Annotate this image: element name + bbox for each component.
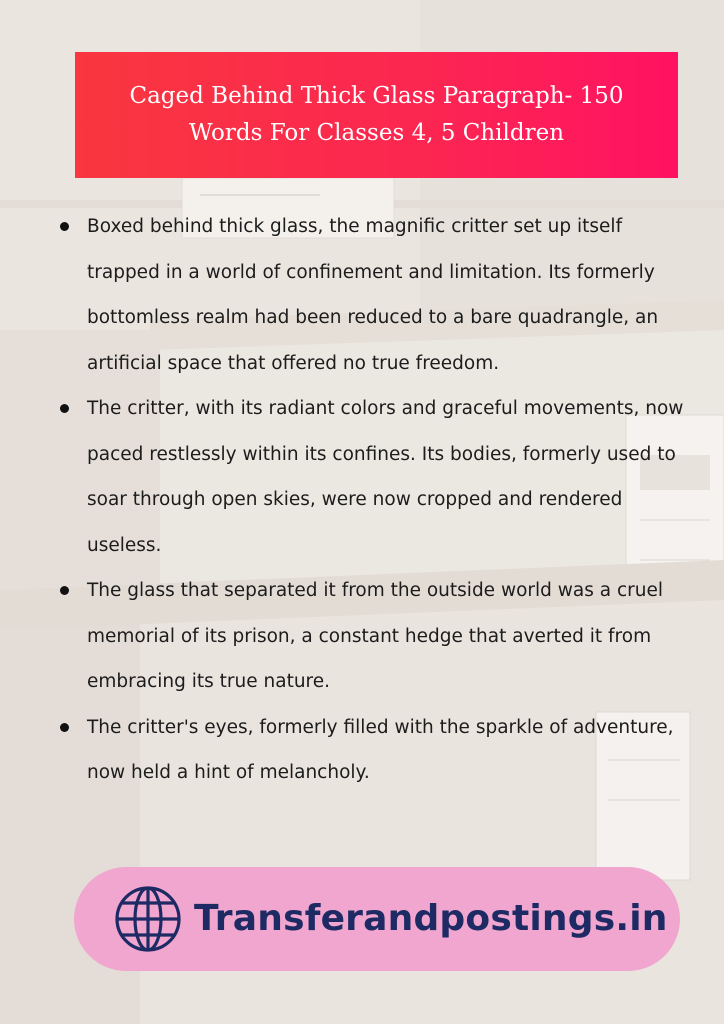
list-item-text: The critter's eyes, formerly filled with the sparkle of adventure, now held a hint of melancholy. <box>87 716 674 783</box>
site-banner[interactable] <box>74 867 680 971</box>
list-item <box>60 705 685 796</box>
title-banner <box>75 52 678 178</box>
page-title: Caged Behind Thick Glass Paragraph- 150 Words For Classes 4, 5 Children <box>129 83 624 146</box>
globe-icon <box>114 885 182 953</box>
bullet-icon <box>60 723 69 732</box>
list-item-text: The critter, with its radiant colors and graceful movements, now paced restlessly within its confines. Its bodies, formerly used to soar through open skies, were now cropped and rendered useless. <box>87 398 684 556</box>
site-name-link[interactable]: Transferandpostings.in <box>194 898 668 939</box>
list-item <box>60 204 685 386</box>
list-item <box>60 386 685 568</box>
bullet-list <box>60 204 685 796</box>
list-item-text: Boxed behind thick glass, the magnific critter set up itself trapped in a world of confinement and limitation. Its formerly bottomless realm had been reduced to a bare quadrangle, an artificial space that offered no true freedom. <box>87 216 659 374</box>
bullet-icon <box>60 586 69 595</box>
bullet-icon <box>60 404 69 413</box>
list-item-text: The glass that separated it from the outside world was a cruel memorial of its prison, a constant hedge that averted it from embracing its true nature. <box>87 580 663 692</box>
list-item <box>60 568 685 705</box>
bullet-icon <box>60 222 69 231</box>
